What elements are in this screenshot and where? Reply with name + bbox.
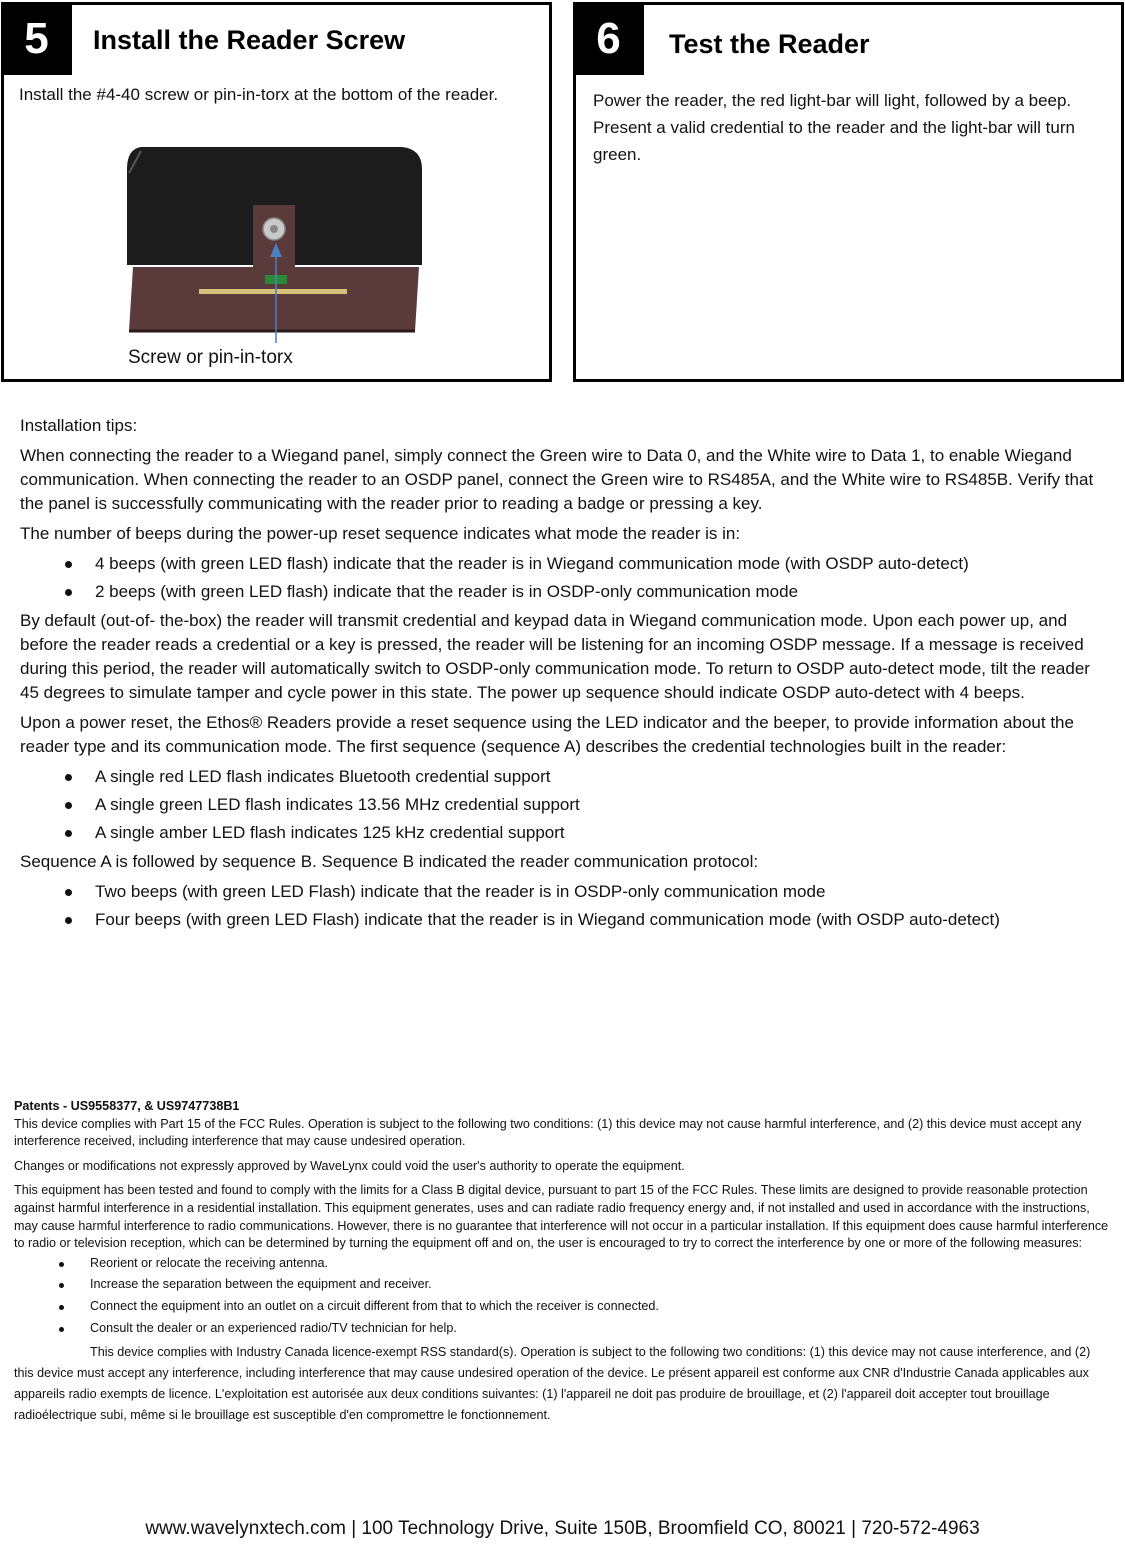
installation-tips xyxy=(20,414,1112,937)
list-item: Increase the separation between the equipment and receiver. xyxy=(14,1276,1110,1294)
regulatory-notice xyxy=(14,1098,1110,1433)
image-caption: Screw or pin-in-torx xyxy=(128,347,293,368)
list-item: A single red LED flash indicates Bluetooth credential support xyxy=(20,765,1112,789)
tips-paragraph: When connecting the reader to a Wiegand panel, simply connect the Green wire to Data 0, and the White wire to Data 1, to enable Wiegand communication. When connecting the reader to an OSDP panel, connect the Green wire to RS485A, and the White wire to RS485B. Verify that the panel is successfully communicating with the reader prior to reading a badge or pressing a key. xyxy=(20,446,1094,513)
footer-contact: www.wavelynxtech.com | 100 Technology Drive, Suite 150B, Broomfield CO, 80021 | 720-572-4963 xyxy=(145,1518,980,1539)
list-item: 4 beeps (with green LED flash) indicate that the reader is in Wiegand communication mode (with OSDP auto-detect) xyxy=(20,552,1112,576)
fcc-statement: This device complies with Part 15 of the FCC Rules. Operation is subject to the following two conditions: (1) this device may not cause harmful interference, and (2) this device must accept any interference received, including interference that may cause undesired operation. xyxy=(14,1116,1082,1149)
step-number: 5 xyxy=(1,2,72,75)
screw-tab xyxy=(253,205,295,283)
step-description: Power the reader, the red light-bar will light, followed by a beep. Present a valid credential to the reader and the light-bar will turn green. xyxy=(593,91,1075,164)
step-title: Test the Reader xyxy=(669,29,870,59)
sequence-a-list xyxy=(20,765,1112,845)
fcc-statement: This equipment has been tested and found to comply with the limits for a Class B digital device, pursuant to part 15 of the FCC Rules. These limits are designed to provide reasonable protection against harmful interference in a residential installation. This equipment generates, uses and can radiate radio frequency energy and, if not installed and used in accordance with the instructions, may cause harmful interference to radio communications. However, there is no guarantee that interference will not occur in a particular installation. If this equipment does cause harmful interference to radio or television reception, which can be determined by turning the equipment off and on, the user is encouraged to try to correct the interference by one or more of the following measures: xyxy=(14,1183,1109,1251)
reader-bottom-image xyxy=(119,143,429,343)
patents-line: Patents - US9558377, & US9747738B1 xyxy=(14,1099,240,1113)
step-title: Install the Reader Screw xyxy=(93,25,406,55)
list-item: Consult the dealer or an experienced radio/TV technician for help. xyxy=(14,1320,1110,1338)
tips-paragraph: The number of beeps during the power-up reset sequence indicates what mode the reader is in: xyxy=(20,524,741,543)
list-item: Two beeps (with green LED Flash) indicate that the reader is in OSDP-only communication mode xyxy=(20,880,1112,904)
list-item: A single amber LED flash indicates 125 kHz credential support xyxy=(20,821,1112,845)
step-number: 6 xyxy=(573,2,644,75)
list-item: A single green LED flash indicates 13.56 MHz credential support xyxy=(20,793,1112,817)
tips-paragraph: By default (out-of- the-box) the reader will transmit credential and keypad data in Wiegand communication mode. Upon each power up, and before the reader reads a credential or a key is pressed, the reader will be listening for an incoming OSDP message. If a message is received during this period, the reader will automatically switch to OSDP-only communication mode. To return to OSDP auto-detect mode, tilt the reader 45 degrees to simulate tamper and cycle power in this state. The power up sequence should indicate OSDP auto-detect with 4 beeps. xyxy=(20,611,1090,702)
step-5-panel xyxy=(1,2,552,382)
sequence-b-list xyxy=(20,880,1112,932)
measures-list xyxy=(14,1255,1110,1337)
tips-paragraph: Sequence A is followed by sequence B. Sequence B indicated the reader communication protocol: xyxy=(20,852,759,871)
list-item: Connect the equipment into an outlet on a circuit different from that to which the receiver is connected. xyxy=(14,1298,1110,1316)
list-item: 2 beeps (with green LED flash) indicate that the reader is in OSDP-only communication mode xyxy=(20,580,1112,604)
list-item: Reorient or relocate the receiving antenna. xyxy=(14,1255,1110,1273)
tips-paragraph: Upon a power reset, the Ethos® Readers provide a reset sequence using the LED indicator and the beeper, to provide information about the reader type and its communication mode. The first sequence (sequence A) describes the credential technologies built in the reader: xyxy=(20,713,1074,756)
step-description: Install the #4-40 screw or pin-in-torx at the bottom of the reader. xyxy=(19,85,499,104)
industry-canada-statement: This device complies with Industry Canada licence-exempt RSS standard(s). Operation is subject to the following two conditions: (1) this device may not cause interference, and (2) this device must accept any interference, including interference that may cause undesired operation of the device. Le présent appareil est conforme aux CNR d'Industrie Canada applicables aux appareils radio exempts de licence. L'exploitation est autorisée aux deux conditions suivantes: (1) l'appareil ne doit pas produire de brouillage, et (2) l'appareil doit accepter tout brouillage radioélectrique subi, même si le brouillage est susceptible d'en compromettre le fonctionnement. xyxy=(14,1345,1091,1423)
fcc-statement: Changes or modifications not expressly approved by WaveLynx could void the user's authority to operate the equipment. xyxy=(14,1158,685,1173)
beeps-list xyxy=(20,552,1112,604)
tips-heading: Installation tips: xyxy=(20,416,138,435)
list-item: Four beeps (with green LED Flash) indicate that the reader is in Wiegand communication mode (with OSDP auto-detect) xyxy=(20,908,1112,932)
reader-slot xyxy=(199,289,347,294)
step-6-panel xyxy=(573,2,1124,382)
